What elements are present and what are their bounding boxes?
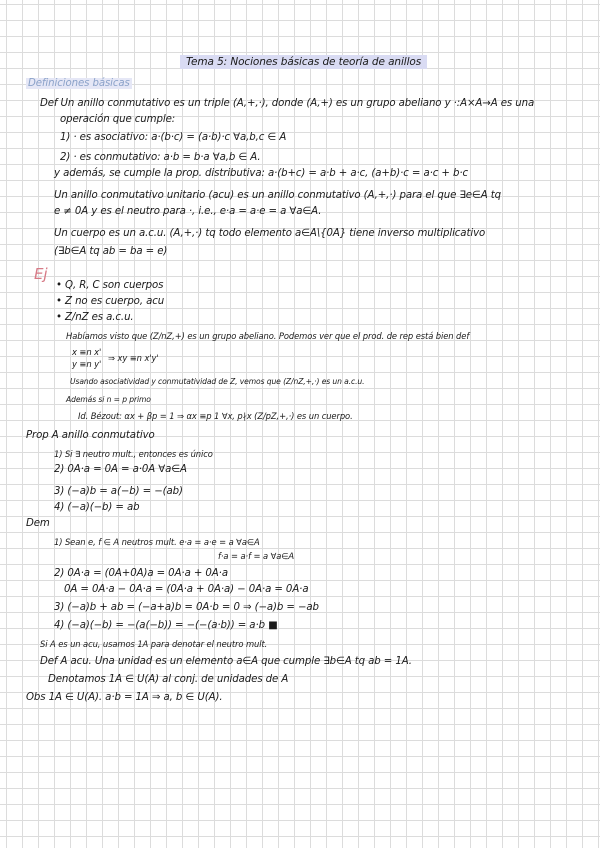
example-item-2: • Z no es cuerpo, acu	[56, 296, 165, 307]
proposition-item-3: 3) (−a)b = a(−b) = −(ab)	[54, 486, 183, 497]
example-zn-explanation: Habíamos visto que (Z/nZ,+) es un grupo abeliano. Podemos ver que el prod. de rep está bien def	[66, 331, 470, 341]
proof-heading: Dem	[26, 518, 50, 529]
example-bezout: Id. Bézout: αx + βp = 1 ⇒ αx ≡p 1 ∀x, p∤x (Z/pZ,+,·) es un cuerpo.	[78, 411, 353, 421]
proof-step-1a: 1) Sean e, f ∈ A neutros mult. e·a = a·e = a ∀a∈A	[54, 537, 260, 547]
def-unit: Def A acu. Una unidad es un elemento a∈A que cumple ∃b∈A tq ab = 1A.	[40, 656, 412, 667]
def-ring-line-2: operación que cumple:	[60, 114, 176, 125]
example-item-1: • Q, R, C son cuerpos	[56, 280, 164, 291]
example-congruence-x: x ≡n x'	[72, 347, 102, 357]
proof-step-2b: 0A = 0A·a − 0A·a = (0A·a + 0A·a) − 0A·a = 0A·a	[64, 584, 309, 595]
proof-step-3: 3) (−a)b + ab = (−a+a)b = 0A·b = 0 ⇒ (−a)b = −ab	[54, 602, 319, 613]
proof-step-2a: 2) 0A·a = (0A+0A)a = 0A·a + 0A·a	[54, 568, 228, 579]
observation: Obs 1A ∈ U(A). a·b = 1A ⇒ a, b ∈ U(A).	[26, 692, 223, 703]
example-congruence-product: ⇒ xy ≡n x'y'	[108, 353, 159, 363]
def-acu-line-2: e ≠ 0A y es el neutro para ·, i.e., e·a = a·e = a ∀a∈A.	[54, 206, 322, 217]
unity-notation: Si A es un acu, usamos 1A para denotar el neutro mult.	[40, 639, 268, 649]
example-congruence-y: y ≡n y'	[72, 359, 102, 369]
proposition-heading: Prop A anillo conmutativo	[26, 430, 155, 441]
section-heading: Definiciones básicas	[28, 78, 130, 89]
def-ring-property-1: 1) · es asociativo: a·(b·c) = (a·b)·c ∀a,b,c ∈ A	[60, 132, 287, 143]
def-ring-property-2: 2) · es conmutativo: a·b = b·a ∀a,b ∈ A.	[60, 152, 261, 163]
def-distributive: y además, se cumple la prop. distributiva: a·(b+c) = a·b + a·c, (a+b)·c = a·c + b·c	[54, 168, 468, 179]
proposition-item-4: 4) (−a)(−b) = ab	[54, 502, 140, 513]
page-title: Tema 5: Nociones básicas de teoría de anillos	[180, 56, 427, 69]
def-field-line-1: Un cuerpo es un a.c.u. (A,+,·) tq todo elemento a∈A\{0A} tiene inverso multiplicativo	[54, 228, 486, 239]
proof-step-1b: f·a = a·f = a ∀a∈A	[218, 551, 295, 561]
def-acu-line-1: Un anillo conmutativo unitario (acu) es un anillo conmutativo (A,+,·) para el que ∃e∈A tq	[54, 190, 501, 201]
def-field-line-2: (∃b∈A tq ab = ba = e)	[54, 246, 168, 257]
proposition-item-2: 2) 0A·a = 0A = a·0A ∀a∈A	[54, 464, 187, 475]
example-item-3: • Z/nZ es a.c.u.	[56, 312, 134, 323]
proof-step-4: 4) (−a)(−b) = −(a(−b)) = −(−(a·b)) = a·b ■	[54, 620, 278, 631]
examples-label: Ej	[34, 265, 48, 283]
example-acu-conclusion: Usando asociatividad y conmutatividad de Z, vemos que (Z/nZ,+,·) es un a.c.u.	[70, 377, 365, 386]
def-ring-line-1: Def Un anillo conmutativo es un triple (A,+,·), donde (A,+) es un grupo abeliano y ·:A×A→A es una	[40, 98, 535, 109]
example-prime-case: Además si n = p primo	[66, 395, 151, 404]
units-set-notation: Denotamos 1A ∈ U(A) al conj. de unidades de A	[48, 674, 289, 685]
proposition-item-1: 1) Si ∃ neutro mult., entonces es único	[54, 449, 213, 459]
